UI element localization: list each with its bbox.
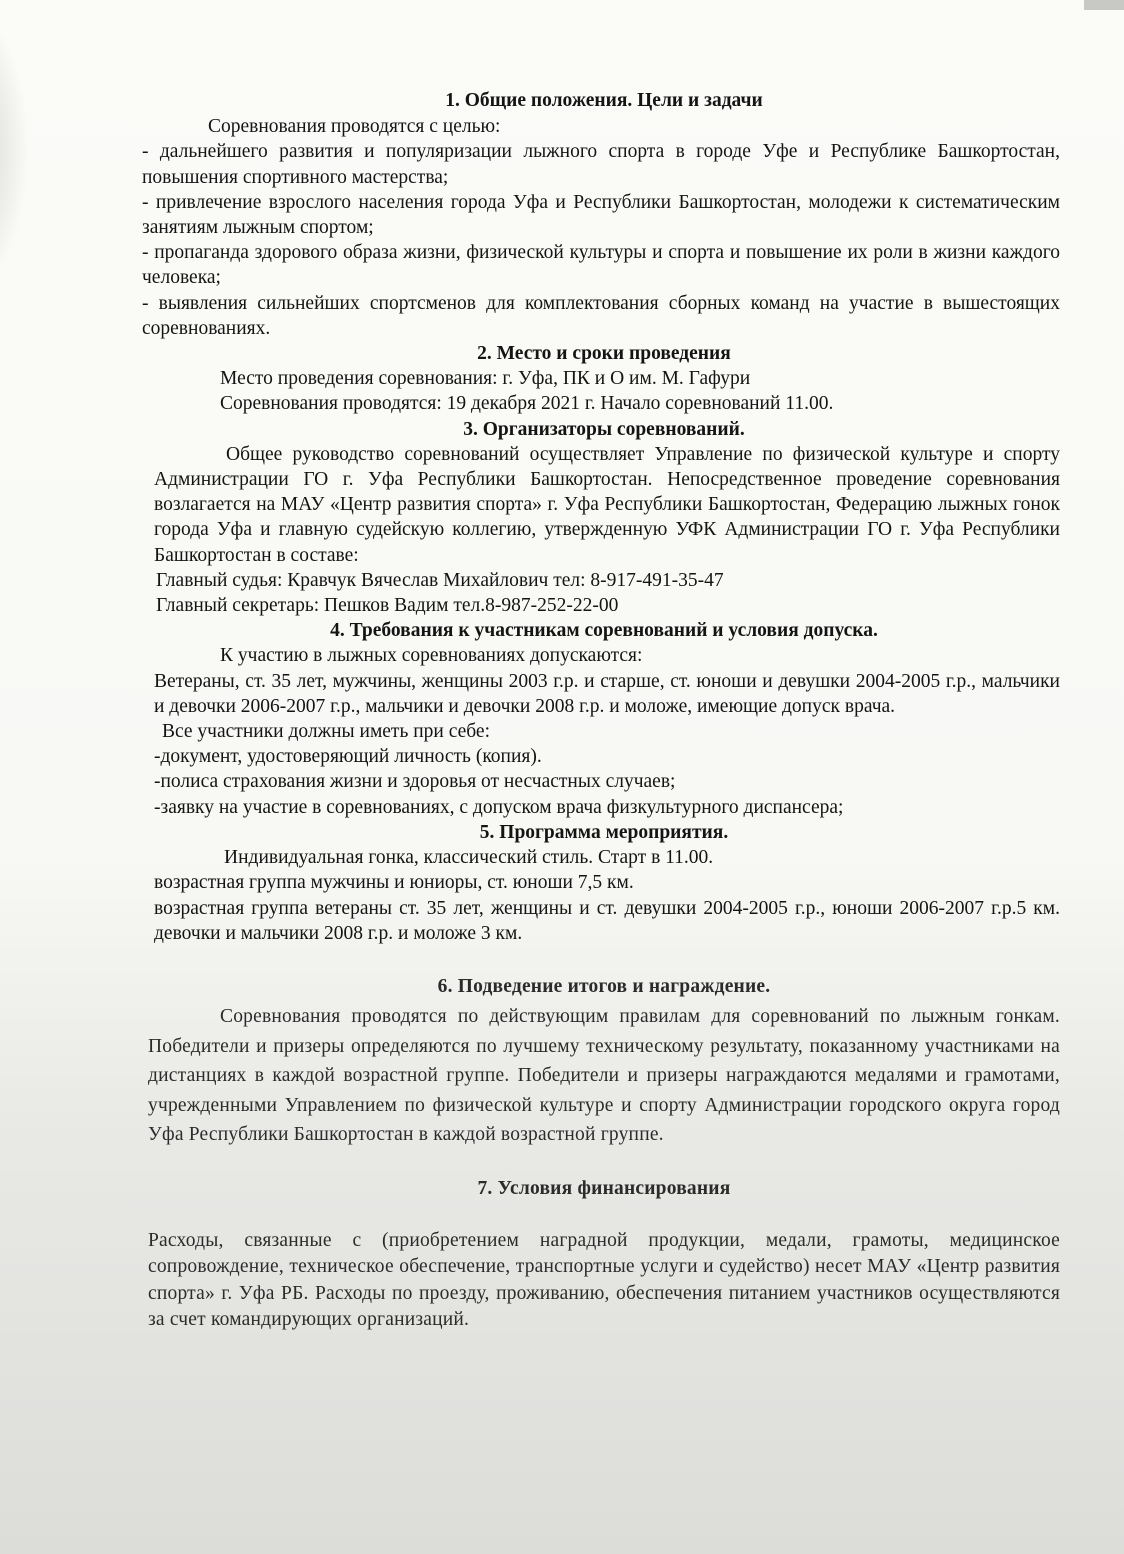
section-6-heading: 6. Подведение итогов и награждение. [437, 975, 771, 997]
section-4-item: -полиса страхования жизни и здоровья от несчастных случаев; [154, 771, 676, 793]
section-1-item: - дальнейшего развития и популяризации лыжного спорта в городе Уфе и Республике Башкортостан, повышения спортивного мастерства; [142, 141, 1060, 188]
section-4-intro: К участию в лыжных соревнованиях допускаются: [220, 645, 643, 667]
section-4-heading: 4. Требования к участникам соревнований и условия допуска. [330, 620, 878, 642]
section-gap [148, 946, 1060, 972]
section-2-heading: 2. Место и сроки проведения [477, 343, 731, 365]
lower-sections [148, 972, 1060, 1334]
section-4-paragraph: Ветераны, ст. 35 лет, мужчины, женщины 2003 г.р. и старше, ст. юноши и девушки 2004-2005 г.р., мальчики и девочки 2006-2007 г.р., мальчики и девочки 2008 г.р. и моложе, имеющие допуск врача. [154, 670, 1060, 717]
section-3-paragraph: Общее руководство соревнований осуществляет Управление по физической культуре и спорту Администрации ГО г. Уфа Республики Башкортостан. Непосредственное проведение соревнования возлагается на МАУ «Центр развития спорта» г. Уфа Республики Башкортостан, Федерацию лыжных гонок города Уфа и главную судейскую коллегию, утвержденную УФК Администрации ГО г. Уфа Республики Башкортостан в составе: [154, 443, 1060, 566]
section-1-heading: 1. Общие положения. Цели и задачи [445, 90, 763, 111]
section-1-item: - привлечение взрослого населения города Уфа и Республики Башкортостан, молодежи к систематическим занятиям лыжным спортом; [142, 191, 1060, 239]
section-3-heading: 3. Организаторы соревнований. [463, 418, 745, 440]
section-2-date: Соревнования проводятся: 19 декабря 2021 г. Начало соревнований 11.00. [220, 393, 834, 415]
scan-corner-mark [1084, 0, 1124, 10]
section-6-paragraph: Соревнования проводятся по действующим правилам для соревнований по лыжным гонкам. Победители и призеры определяются по лучшему техническому результату, показанному участниками на дистанциях в каждой возрастной группе. Победители и призеры награждаются медалями и грамотами, учрежденными Управлением по физической культуре и спорту Администрации городского округа город Уфа Республики Башкортостан в каждой возрастной группе. [148, 1005, 1060, 1146]
section-5-line: возрастная группа ветераны ст. 35 лет, женщины и ст. девушки 2004-2005 г.р., юноши 2006-2007 г.р.5 км. девочки и мальчики 2008 г.р. и моложе 3 км. [154, 897, 1060, 944]
section-4-must-have: Все участники должны иметь при себе: [162, 721, 491, 743]
section-5-heading: 5. Программа мероприятия. [479, 821, 729, 843]
section-1-item: - выявления сильнейших спортсменов для комплектования сборных команд на участие в вышестоящих соревнованиях. [142, 292, 1060, 339]
section-7-paragraph: Расходы, связанные с (приобретением наградной продукции, медали, грамоты, медицинское сопровождение, техническое обеспечение, транспортные услуги и судейство) несет МАУ «Центр развития спорта» г. Уфа РБ. Расходы по проезду, проживанию, обеспечения питанием участников осуществляются за счет командирующих организаций. [148, 1229, 1060, 1331]
section-gap [148, 1150, 1060, 1174]
section-4-item: -заявку на участие в соревнованиях, с допуском врача физкультурного диспансера; [154, 796, 844, 818]
scan-edge-shadow [0, 0, 30, 300]
document-body [142, 88, 1060, 1334]
section-3-secretary: Главный секретарь: Пешков Вадим тел.8-987-252-22-00 [156, 595, 619, 617]
section-3-judge: Главный судья: Кравчук Вячеслав Михайлович тел: 8-917-491-35-47 [156, 569, 724, 591]
section-2-place: Место проведения соревнования: г. Уфа, ПК и О им. М. Гафури [220, 368, 751, 390]
section-gap [148, 1204, 1060, 1228]
section-7-body [148, 1228, 1060, 1334]
section-1-intro: Соревнования проводятся с целью: [208, 116, 501, 138]
section-5-intro: Индивидуальная гонка, классический стиль. Старт в 11.00. [224, 847, 714, 869]
section-4-item: -документ, удостоверяющий личность (копия). [154, 746, 542, 768]
section-1-item: - пропаганда здорового образа жизни, физической культуры и спорта и повышение их роли в жизни каждого человека; [142, 242, 1060, 289]
section-5-line: возрастная группа мужчины и юниоры, ст. юноши 7,5 км. [154, 872, 634, 894]
section-7-heading: 7. Условия финансирования [477, 1177, 731, 1199]
